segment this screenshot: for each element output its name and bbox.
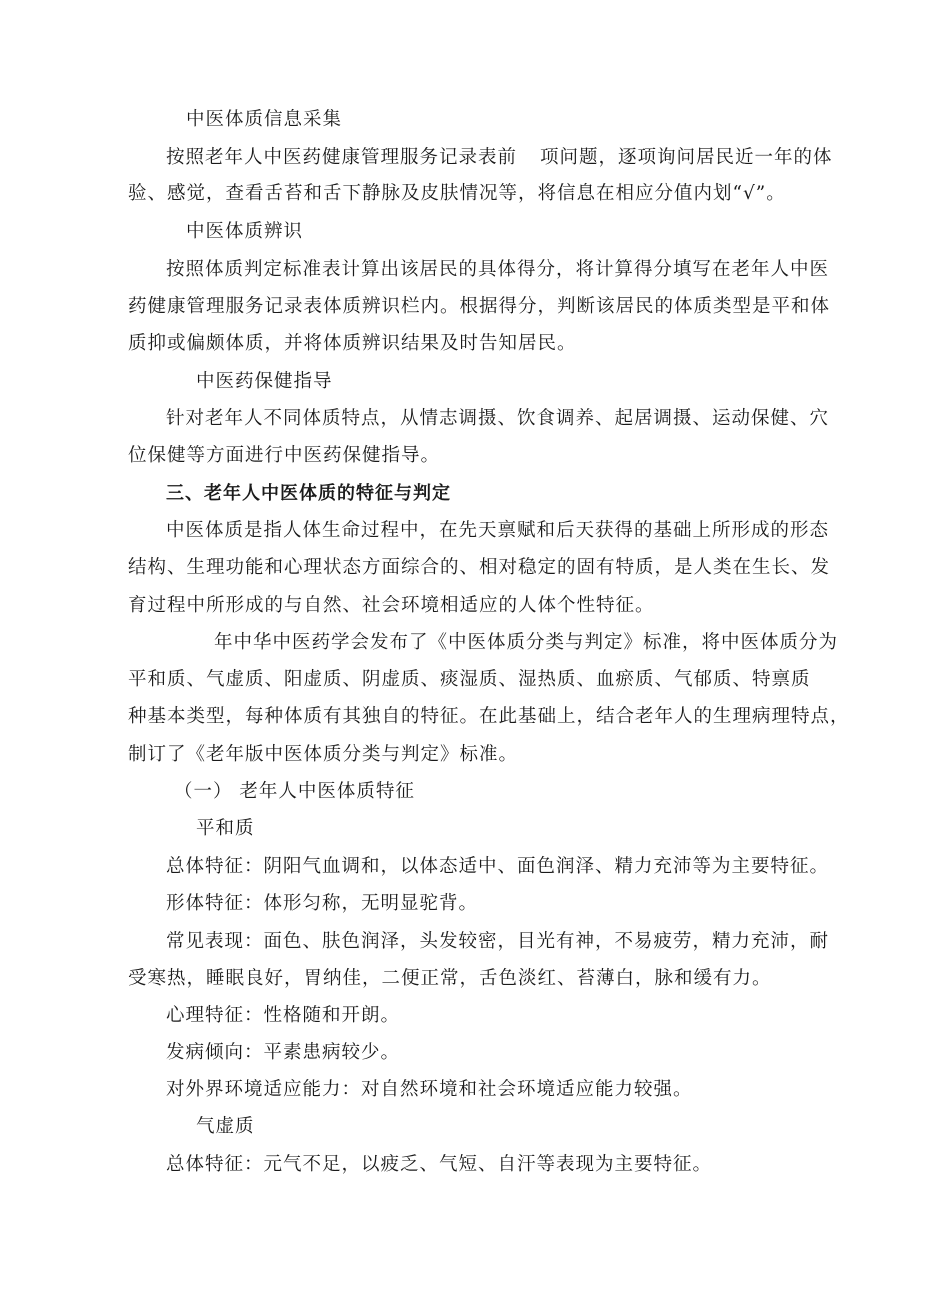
type-heading: 气虚质: [196, 1116, 255, 1137]
paragraph-line: 验、感觉，查看舌苔和舌下静脉及皮肤情况等，将信息在相应分值内划“√”。: [128, 183, 786, 204]
paragraph-line: 针对老年人不同体质特点，从情志调摄、饮食调养、起居调摄、运动保健、穴: [166, 408, 830, 429]
paragraph-line: 形体特征：体形匀称，无明显驼背。: [166, 893, 479, 914]
paragraph-line: 按照老年人中医药健康管理服务记录表前: [166, 147, 518, 168]
paragraph-line: 种基本类型，每种体质有其独自的特征。在此基础上，结合老年人的生理病理特点，: [128, 706, 850, 727]
paragraph-line: 项问题，逐项询问居民近一年的体: [540, 147, 833, 168]
paragraph-line: 年中华中医药学会发布了《中医体质分类与判定》标准，将中医体质分为: [214, 632, 839, 653]
paragraph-line: 按照体质判定标准表计算出该居民的具体得分，将计算得分填写在老年人中医: [166, 259, 830, 280]
paragraph-line: 质抑或偏颇体质，并将体质辨识结果及时告知居民。: [128, 333, 577, 354]
section-heading: 中医药保健指导: [196, 371, 333, 392]
paragraph-line: 制订了《老年版中医体质分类与判定》标准。: [128, 744, 519, 765]
paragraph-line: 常见表现：面色、肤色润泽，头发较密，目光有神，不易疲劳，精力充沛，耐: [166, 931, 830, 952]
type-heading: 平和质: [196, 818, 255, 839]
chapter-title: 三、老年人中医体质的特征与判定: [166, 483, 451, 504]
section-heading: 中医体质信息采集: [186, 109, 343, 130]
paragraph-line: 心理特征：性格随和开朗。: [166, 1005, 401, 1026]
paragraph-line: 对外界环境适应能力：对自然环境和社会环境适应能力较强。: [166, 1079, 693, 1100]
paragraph-line: 位保健等方面进行中医药保健指导。: [128, 445, 441, 466]
paragraph-line: 发病倾向：平素患病较少。: [166, 1042, 401, 1063]
paragraph-line: 育过程中所形成的与自然、社会环境相适应的人体个性特征。: [128, 595, 655, 616]
paragraph-line: 中医体质是指人体生命过程中，在先天禀赋和后天获得的基础上所形成的形态: [166, 520, 830, 541]
paragraph-line: 总体特征：阴阳气血调和，以体态适中、面色润泽、精力充沛等为主要特征。: [166, 856, 830, 877]
paragraph-line: 总体特征：元气不足，以疲乏、气短、自汗等表现为主要特征。: [166, 1154, 713, 1175]
paragraph-line: 药健康管理服务记录表体质辨识栏内。根据得分，判断该居民的体质类型是平和体: [128, 296, 831, 317]
paragraph-line: 结构、生理功能和心理状态方面综合的、相对稳定的固有特质，是人类在生长、发: [128, 557, 831, 578]
paragraph-line: 平和质、气虚质、阳虚质、阴虚质、痰湿质、湿热质、血瘀质、气郁质、特禀质: [128, 669, 811, 690]
paragraph-line: 受寒热，睡眠良好，胃纳佳，二便正常，舌色淡红、苔薄白，脉和缓有力。: [128, 968, 772, 989]
section-heading: 中医体质辨识: [186, 221, 304, 242]
subsection-heading: （一） 老年人中医体质特征: [174, 781, 415, 802]
